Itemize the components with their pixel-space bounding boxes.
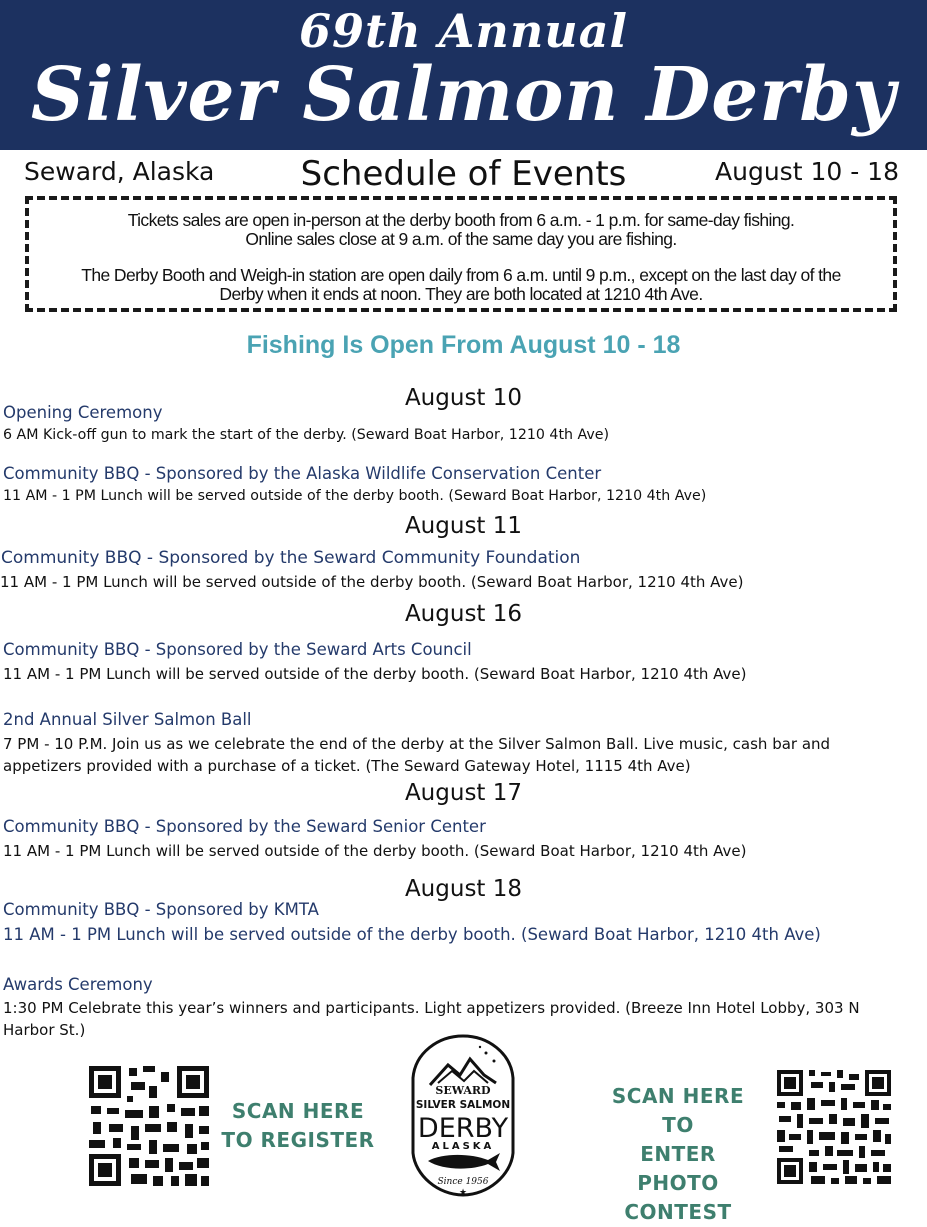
logo-derby-text: DERBY (417, 1113, 509, 1144)
event-title: Community BBQ - Sponsored by the Seward Community Foundation (1, 548, 581, 568)
event-title: Community BBQ - Sponsored by KMTA (3, 900, 319, 919)
scan-photo-line-1: SCAN HERE TO (611, 1084, 745, 1137)
event-description: 1:30 PM Celebrate this year’s winners and participants. Light appetizers provided. (Breeze Inn Hotel Lobby, 303 N Harbor St.) (3, 999, 860, 1039)
scan-register-line-2: TO REGISTER (221, 1128, 375, 1152)
event-description: 11 AM - 1 PM Lunch will be served outside of the derby booth. (Seward Boat Harbor, 1210 4th Ave) (3, 488, 707, 504)
event-title: 2nd Annual Silver Salmon Ball (3, 710, 252, 729)
date-heading-aug-18: August 18 (404, 876, 523, 902)
event-description: 11 AM - 1 PM Lunch will be served outside of the derby booth. (Seward Boat Harbor, 1210 4th Ave) (3, 925, 821, 944)
derby-logo (408, 1033, 518, 1198)
event-title: Awards Ceremony (3, 975, 153, 994)
ticket-info-line-2: Online sales close at 9 a.m. of the same day you are fishing. (245, 229, 677, 249)
title-line-anniversary: 69th Annual (298, 4, 629, 58)
title-line-event-name: Silver Salmon Derby (30, 52, 897, 138)
scan-register-label (220, 1097, 376, 1155)
date-heading-aug-10: August 10 (404, 385, 523, 411)
event-description: 11 AM - 1 PM Lunch will be served outside of the derby booth. (Seward Boat Harbor, 1210 4th Ave) (0, 573, 744, 591)
logo-alaska-text: ALASKA (431, 1141, 495, 1152)
ticket-info-line-1: Tickets sales are open in-person at the derby booth from 6 a.m. - 1 p.m. for same-day fishing. (127, 210, 795, 230)
logo-since-text: Since 1956 (437, 1177, 489, 1187)
date-heading-aug-16: August 16 (404, 601, 523, 627)
ticket-info-paragraph (30, 211, 892, 249)
logo-seward-text: SEWARD (435, 1084, 491, 1097)
date-heading-aug-17: August 17 (404, 780, 523, 806)
event-description: 11 AM - 1 PM Lunch will be served outside of the derby booth. (Seward Boat Harbor, 1210 4th Ave) (3, 842, 747, 860)
event-description: 6 AM Kick-off gun to mark the start of the derby. (Seward Boat Harbor, 1210 4th Ave) (3, 427, 610, 443)
scan-photo-line-2: ENTER PHOTO (637, 1142, 719, 1195)
scan-register-line-1: SCAN HERE (231, 1099, 365, 1123)
date-range-label: August 10 - 18 (715, 157, 899, 186)
star-icon: ★ (458, 1187, 468, 1197)
booth-info-paragraph (30, 266, 892, 304)
event-title: Community BBQ - Sponsored by the Alaska Wildlife Conservation Center (3, 464, 602, 483)
event-title: Community BBQ - Sponsored by the Seward Arts Council (3, 640, 472, 659)
logo-silver-salmon-text: SILVER SALMON (415, 1099, 511, 1111)
scan-photo-line-3: CONTEST (624, 1200, 732, 1224)
location-label: Seward, Alaska (24, 157, 215, 186)
scan-photo-contest-label (596, 1082, 760, 1227)
register-qr-code-icon[interactable] (87, 1064, 211, 1188)
photo-contest-qr-code-icon[interactable] (775, 1068, 893, 1186)
date-heading-aug-11: August 11 (404, 513, 523, 539)
event-description: 11 AM - 1 PM Lunch will be served outside of the derby booth. (Seward Boat Harbor, 1210 4th Ave) (3, 665, 747, 683)
event-description: 7 PM - 10 P.M. Join us as we celebrate the end of the derby at the Silver Salmon Ball. Live music, cash bar and appetizers provided with a purchase of a ticket. (The Seward Gateway Hotel, 1115 4th Ave) (3, 735, 831, 775)
event-title: Opening Ceremony (3, 403, 163, 422)
fishing-open-heading: Fishing Is Open From August 10 - 18 (246, 331, 681, 359)
booth-info-line-1: The Derby Booth and Weigh-in station are open daily from 6 a.m. until 9 p.m., except on the last day of the (81, 265, 841, 285)
page-title: Schedule of Events (300, 154, 627, 194)
event-title: Community BBQ - Sponsored by the Seward Senior Center (3, 817, 486, 836)
booth-info-line-2: Derby when it ends at noon. They are both located at 1210 4th Ave. (219, 284, 703, 304)
